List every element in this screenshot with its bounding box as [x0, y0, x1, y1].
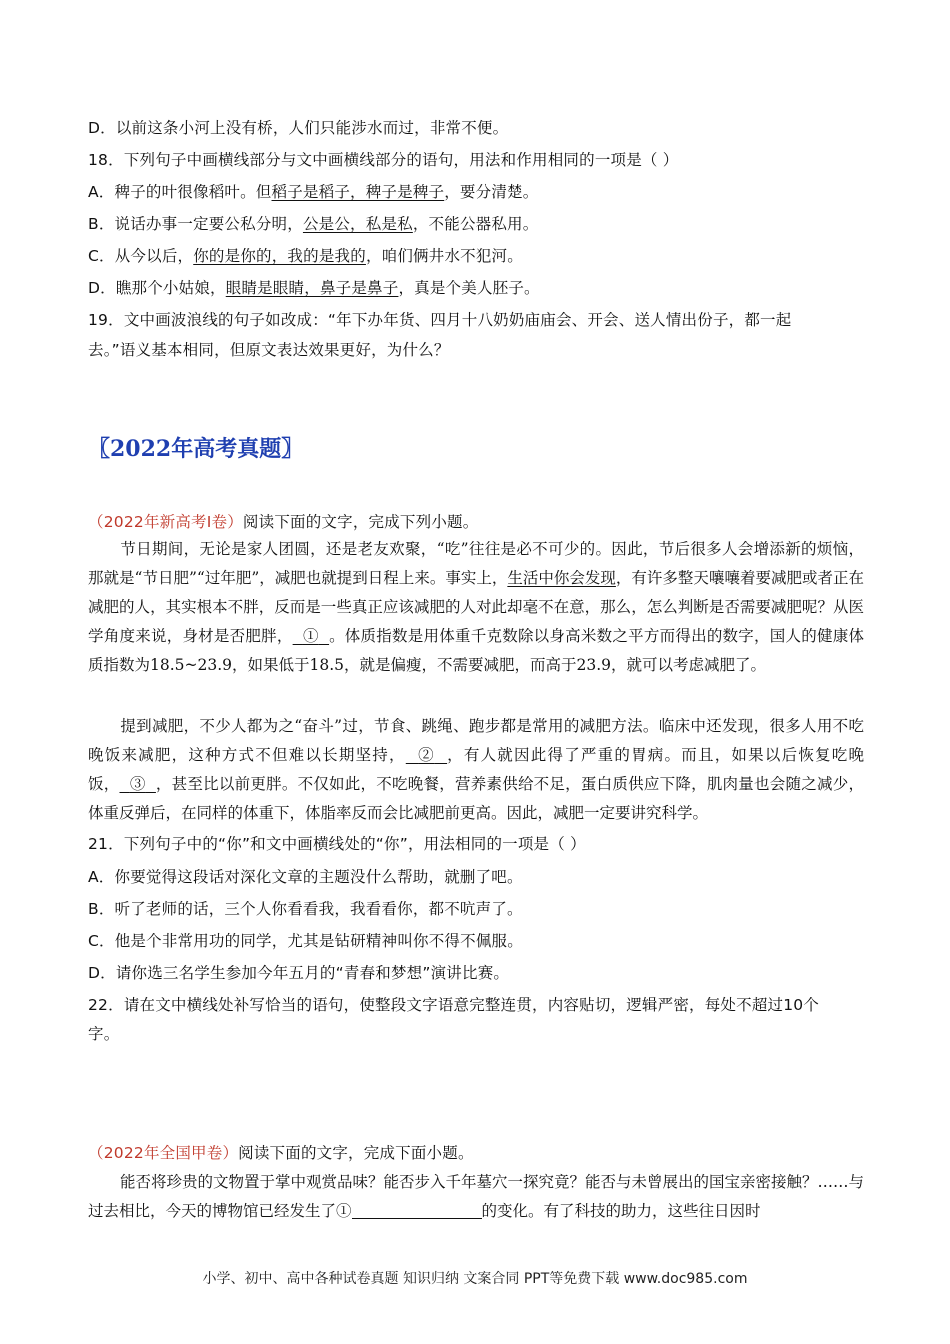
passage1-source: （2022年新高考Ⅰ卷）: [88, 513, 243, 531]
q21-option-a: A．你要觉得这段话对深化文章的主题没什么帮助，就删了吧。: [88, 868, 523, 886]
passage1-paragraph1: 节日期间，无论是家人团圆，还是老友欢聚，“吃”往往是必不可少的。因此，节后很多人会增添新的烦恼，那就是“节日肥”“过年肥”，减肥也就提到日程上来。事实上，生活中你会发现，有许多整天嚷嚷着要减肥或者正在减肥的人，其实根本不胖，反而是一些真正应该减肥的人对此却毫不在意，那么，怎么判断是否需要减肥呢？从医学角度来说，身材是否肥胖， ① 。体质指数是用体重千克数除以身高米数之平方而得出的数字，国人的健康体质指数为18.5~23.9，如果低于18.5，就是偏瘦，不需要减肥，而高于23.9，就可以考虑减肥了。: [88, 540, 864, 674]
passage1-paragraph2: 提到减肥，不少人都为之“奋斗”过，节食、跳绳、跑步都是常用的减肥方法。临床中还发现，很多人用不吃晚饭来减肥，这种方式不但难以长期坚持， ② ，有人就因此得了严重的胃病。而且，如果以后恢复吃晚饭， ③ ，甚至比以前更胖。不仅如此，不吃晚餐，营养素供给不足，蛋白质供应下降，肌肉量也会随之减少，体重反弹后，在同样的体重下，体脂率反而会比减肥前更高。因此，减肥一定要讲究科学。: [88, 717, 864, 822]
section-heading: 〖2022年高考真题〗: [88, 436, 304, 462]
page-footer: 小学、初中、高中各种试卷真题 知识归纳 文案合同 PPT等免费下载 www.doc985.com: [202, 1271, 748, 1287]
q18-option-b: B．说话办事一定要公私分明，公是公，私是私，不能公器私用。: [88, 215, 539, 233]
q18-stem: 18．下列句子中画横线部分与文中画横线部分的语句，用法和作用相同的一项是（ ）: [88, 151, 679, 169]
q18-option-d: D．瞧那个小姑娘，眼睛是眼睛，鼻子是鼻子，真是个美人胚子。: [88, 279, 540, 297]
blank-line: [352, 1202, 482, 1219]
q21-option-b: B．听了老师的话，三个人你看看我，我看看你，都不吭声了。: [88, 900, 523, 918]
q18-option-c: C．从今以后，你的是你的，我的是我的，咱们俩井水不犯河。: [88, 247, 523, 265]
q19-stem-line1: 19．文中画波浪线的句子如改成：“年下办年货、四月十八奶奶庙庙会、开会、送人情出份子，都一起: [88, 311, 792, 329]
q22-stem-line2: 字。: [88, 1025, 120, 1043]
blank-2: ②: [418, 746, 435, 764]
passage2-source: （2022年全国甲卷）: [88, 1144, 239, 1162]
blank-1: ①: [302, 627, 319, 645]
q22-stem-line1: 22．请在文中横线处补写恰当的语句，使整段文字语意完整连贯，内容贴切，逻辑严密，每处不超过10个: [88, 996, 820, 1014]
q17-option-d: D．以前这条小河上没有桥，人们只能涉水而过，非常不便。: [88, 119, 509, 137]
q21-stem: 21．下列句子中的“你”和文中画横线处的“你”，用法相同的一项是（ ）: [88, 835, 586, 853]
q18-option-a: A．稗子的叶很像稻叶。但稻子是稻子，稗子是稗子，要分清楚。: [88, 183, 539, 201]
q21-option-c: C．他是个非常用功的同学，尤其是钻研精神叫你不得不佩服。: [88, 932, 523, 950]
q19-stem-line2: 去。”语义基本相同，但原文表达效果更好，为什么？: [88, 341, 450, 359]
blank-3: ③: [129, 775, 146, 793]
q21-option-d: D．请你选三名学生参加今年五月的“青春和梦想”演讲比赛。: [88, 964, 510, 982]
passage2-header: （2022年全国甲卷）阅读下面的文字，完成下面小题。: [88, 1144, 474, 1162]
passage1-header: （2022年新高考Ⅰ卷）阅读下面的文字，完成下列小题。: [88, 513, 479, 531]
passage2-paragraph1: 能否将珍贵的文物置于掌中观赏品味？能否步入千年墓穴一探究竟？能否与未曾展出的国宝亲密接触？……与过去相比，今天的博物馆已经发生了① 的变化。有了科技的助力，这些往日因时: [88, 1173, 865, 1220]
